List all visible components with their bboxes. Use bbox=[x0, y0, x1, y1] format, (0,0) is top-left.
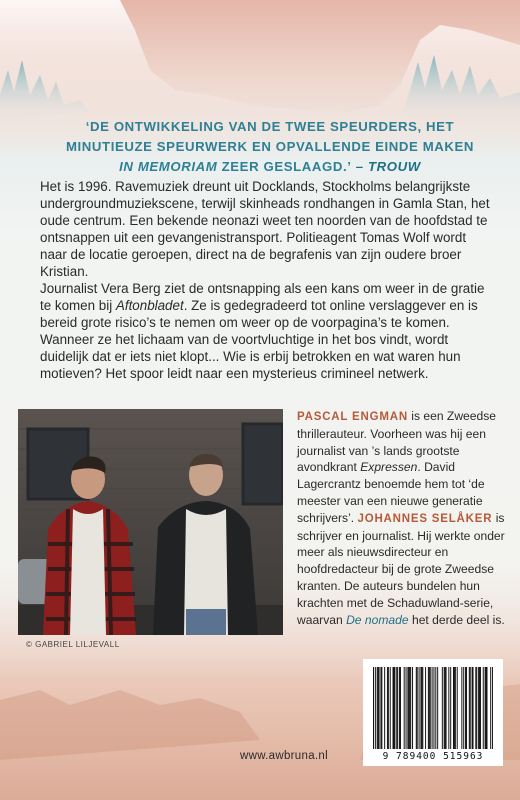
barcode-bar bbox=[394, 667, 395, 749]
barcode-bar bbox=[483, 667, 484, 749]
barcode-bar bbox=[417, 667, 418, 749]
barcode-bar bbox=[435, 667, 436, 749]
bio-text-1a: is een Zweedse thrillerauteur. Voorheen was hij een journalist van ’s lands grootste avondkrant bbox=[297, 409, 497, 475]
quote-book-title: IN MEMORIAM bbox=[119, 159, 218, 174]
isbn-barcode bbox=[363, 659, 503, 766]
barcode-bar bbox=[381, 667, 382, 749]
barcode-bar bbox=[478, 667, 479, 749]
barcode-bar bbox=[445, 667, 446, 749]
blurb-paragraph-3: Wanneer ze het lichaam van de voortvluchtige in het bos vindt, wordt duidelijk dat er iets niet klopt... Wie is erbij betrokken en wat waren hun motieven? Het spoor leidt naar een mysterieus crimineel netwerk. bbox=[40, 332, 461, 381]
author-name-1: PASCAL ENGMAN bbox=[297, 411, 408, 423]
barcode-bar bbox=[406, 667, 407, 749]
barcode-bar bbox=[396, 667, 397, 749]
barcode-bar bbox=[416, 667, 417, 749]
isbn-number: 9 789400 515963 bbox=[382, 751, 484, 762]
barcode-bar bbox=[410, 667, 411, 749]
author-photo-illustration bbox=[18, 409, 283, 635]
barcode-bar bbox=[470, 667, 471, 749]
blurb-p2-text-a: Journalist Vera Berg ziet de ontsnapping als een kans om weer in de gratie te komen bij bbox=[40, 281, 485, 313]
barcode-bar bbox=[472, 667, 473, 749]
photo-credit: © GABRIEL LILJEVALL bbox=[26, 640, 120, 649]
bio-newspaper-title: Expressen bbox=[360, 460, 418, 475]
barcode-bar bbox=[454, 667, 455, 749]
barcode-bar bbox=[479, 667, 480, 749]
barcode-bar bbox=[393, 667, 394, 749]
barcode-bar bbox=[492, 667, 493, 749]
barcode-bar bbox=[420, 667, 421, 749]
barcode-bar bbox=[397, 667, 398, 749]
barcode-bar bbox=[486, 667, 487, 749]
barcode-bar bbox=[387, 667, 388, 749]
barcode-bar bbox=[400, 667, 401, 749]
quote-line-3: ZEER GESLAAGD.’ bbox=[217, 159, 352, 174]
blurb-newspaper-title: Aftonbladet bbox=[115, 298, 184, 313]
barcode-bar bbox=[469, 667, 470, 749]
barcode-bar bbox=[399, 667, 400, 749]
barcode-bar bbox=[407, 667, 408, 749]
book-blurb bbox=[40, 178, 492, 382]
author-bio bbox=[297, 408, 512, 628]
barcode-bar bbox=[428, 667, 429, 749]
barcode-bar bbox=[379, 667, 380, 749]
barcode-bars bbox=[373, 667, 493, 749]
barcode-bar bbox=[466, 667, 467, 749]
barcode-bar bbox=[463, 667, 464, 749]
barcode-bar bbox=[430, 667, 431, 749]
barcode-bar bbox=[450, 667, 451, 749]
barcode-bar bbox=[485, 667, 486, 749]
barcode-bar bbox=[377, 667, 378, 749]
barcode-bar bbox=[429, 667, 430, 749]
barcode-bar bbox=[384, 667, 385, 749]
barcode-bar bbox=[419, 667, 420, 749]
barcode-bar bbox=[455, 667, 456, 749]
blurb-paragraph-1: Het is 1996. Ravemuziek dreunt uit Docklands, Stockholms belangrijkste undergroundmuziekscene, terwijl skinheads rondhangen in Gamla Stan, het oude centrum. Een bekende neonazi weet ten noorden van de hoofdstad te ontsnappen uit een gevangenistransport. Politieagent Tomas Wolf wordt naar de locatie geroepen, direct na de begrafenis van zijn oudere broer Kristian. bbox=[40, 179, 490, 279]
barcode-bar bbox=[448, 667, 449, 749]
bio-book-title: De nomade bbox=[346, 612, 409, 627]
barcode-bar bbox=[390, 667, 391, 749]
barcode-bar bbox=[408, 667, 409, 749]
barcode-bar bbox=[412, 667, 413, 749]
barcode-bar bbox=[453, 667, 454, 749]
barcode-bar bbox=[446, 667, 447, 749]
quote-source: – TROUW bbox=[351, 159, 421, 174]
barcode-bar bbox=[442, 667, 443, 749]
barcode-bar bbox=[421, 667, 422, 749]
barcode-bar bbox=[422, 667, 423, 749]
barcode-bar bbox=[432, 667, 433, 749]
barcode-bar bbox=[380, 667, 381, 749]
bio-text-1b: . David Lagercrantz benoemde hem tot ‘de meester van een nieuwe generatie schrijvers’. bbox=[297, 460, 485, 525]
barcode-bar bbox=[486, 667, 487, 749]
barcode-bar bbox=[433, 667, 434, 749]
barcode-bar bbox=[461, 667, 462, 749]
quote-line-2: MINUTIEUZE SPEURWERK EN OPVALLENDE EINDE MAKEN bbox=[65, 139, 475, 154]
author-name-2: JOHANNES SELÅKER bbox=[357, 512, 493, 525]
barcode-bar bbox=[473, 667, 474, 749]
barcode-bar bbox=[437, 667, 438, 749]
bio-text-2a: is schrijver en journalist. Hij werkte onder meer als nieuwsdirecteur en hoofdredacteur bij de grote Zweedse kranten. De auteurs bundelen hun krachten met de Schaduwland-serie, waarvan bbox=[297, 510, 505, 627]
barcode-bar bbox=[388, 667, 389, 749]
publisher-website[interactable]: www.awbruna.nl bbox=[240, 750, 328, 762]
barcode-bar bbox=[480, 667, 481, 749]
quote-line-1: ‘DE ONTWIKKELING VAN DE TWEE SPEURDERS, HET bbox=[85, 119, 455, 134]
barcode-bar bbox=[378, 667, 379, 749]
barcode-bar bbox=[475, 667, 476, 749]
barcode-bar bbox=[444, 667, 445, 749]
barcode-bar bbox=[465, 667, 466, 749]
barcode-bar bbox=[490, 667, 491, 749]
barcode-bar bbox=[476, 667, 477, 749]
barcode-bar bbox=[425, 667, 426, 749]
barcode-bar bbox=[375, 667, 376, 749]
barcode-bar bbox=[409, 667, 410, 749]
barcode-bar bbox=[457, 667, 458, 749]
blurb-p2-text-b: . Ze is gedegradeerd tot online verslaggever en is bereid grote risico’s te nemen om weer op de voorpagina’s te komen. bbox=[40, 298, 478, 330]
barcode-bar bbox=[393, 667, 394, 749]
barcode-bar bbox=[373, 667, 374, 749]
barcode-bar bbox=[404, 667, 405, 749]
bio-text-2b: het derde deel is. bbox=[408, 612, 505, 627]
blurb-paragraph-2 bbox=[40, 280, 492, 331]
review-quote bbox=[60, 117, 480, 177]
author-photo bbox=[18, 409, 283, 635]
